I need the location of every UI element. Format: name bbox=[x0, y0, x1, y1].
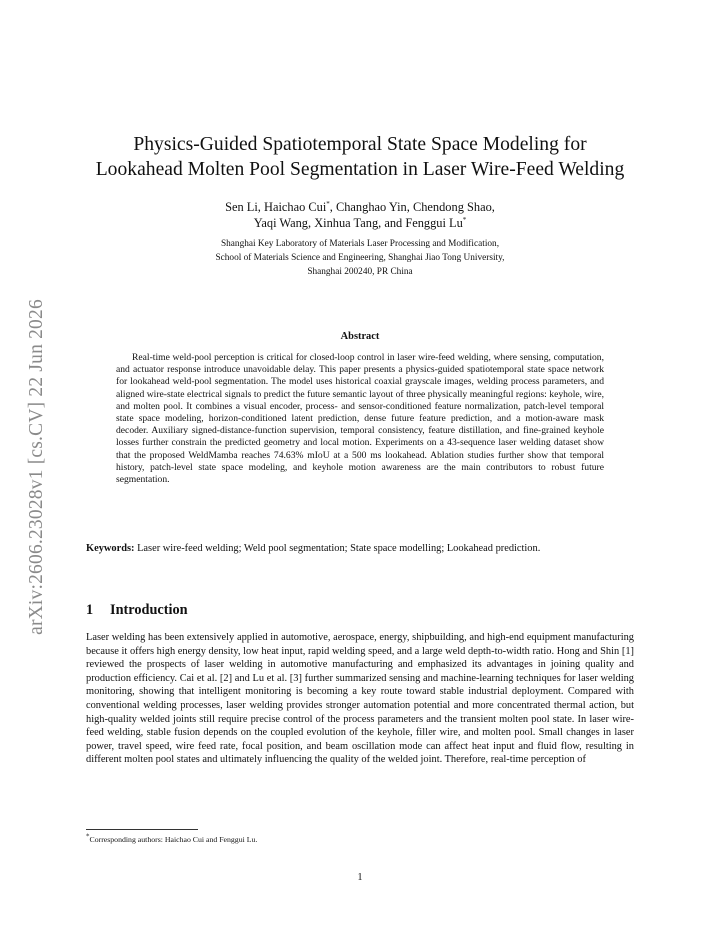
authors-text: , Changhao Yin, Chendong Shao, bbox=[329, 200, 495, 214]
affiliation-line-3: Shanghai 200240, PR China bbox=[307, 267, 413, 277]
authors-text: Yaqi Wang, Xinhua Tang, and Fenggui Lu bbox=[253, 216, 463, 230]
section-heading bbox=[86, 600, 486, 620]
authors-line-2 bbox=[100, 215, 620, 231]
section-number: 1 bbox=[86, 602, 94, 618]
paper-title bbox=[60, 132, 660, 182]
section-title: Introduction bbox=[110, 602, 188, 618]
corresponding-mark: * bbox=[462, 215, 467, 224]
affiliation-line-1: Shanghai Key Laboratory of Materials Laser Processing and Modification, bbox=[220, 239, 500, 249]
footnote-rule bbox=[86, 829, 198, 830]
introduction-body: Laser welding has been extensively applied in automotive, aerospace, energy, shipbuilding, and high-end equipment manufacturing because it offers high energy density, low heat input, rapid welding speed, and a large weld depth-to-width ratio. Hong and Shin [1] reviewed the prospects of laser welding in automotive manufacturing and emphasized its advantages in joining quality and production efficiency. Cai et al. [2] and Lu et al. [3] further summarized sensing and machine-learning techniques for laser welding monitoring, showing that intelligent monitoring is becoming a key route toward stable industrial deployment. Compared with conventional welding processes, laser welding provides stronger automation potential and more concentrated thermal action, but high-quality welded joints still require precise control of the process parameters and the transient molten pool state. In laser wire-feed welding, stable fusion depends on the coupled evolution of the keyhole, filler wire, and molten pool. Small changes in laser power, travel speed, wire feed rate, focal position, and beam oscillation mode can affect heat input and fluid flow, resulting in different molten pool states and ultimately influencing the quality of the welded joint. Therefore, real-time perception of bbox=[86, 632, 634, 766]
affiliation bbox=[100, 237, 620, 279]
authors-line-1 bbox=[100, 199, 620, 215]
footnote-text: Corresponding authors: Haichao Cui and Fenggui Lu. bbox=[89, 835, 258, 844]
abstract-heading: Abstract bbox=[340, 331, 380, 342]
author-list bbox=[100, 199, 620, 231]
footnote bbox=[86, 834, 486, 845]
title-line-1: Physics-Guided Spatiotemporal State Space Modeling for bbox=[133, 134, 587, 155]
authors-text: Sen Li, Haichao Cui bbox=[225, 200, 327, 214]
affiliation-line-2: School of Materials Science and Engineering, Shanghai Jiao Tong University, bbox=[215, 253, 505, 263]
keywords-label: Keywords: bbox=[86, 543, 135, 554]
title-line-2: Lookahead Molten Pool Segmentation in Laser Wire-Feed Welding bbox=[95, 159, 625, 180]
page-number: 1 bbox=[357, 872, 363, 883]
arxiv-id: arXiv:2606.23028v1 [cs.CV] 22 Jun 2026 bbox=[26, 299, 48, 635]
arxiv-watermark bbox=[24, 263, 50, 671]
keywords-text: Laser wire-feed welding; Weld pool segmentation; State space modelling; Lookahead prediction. bbox=[134, 543, 541, 554]
corresponding-mark: * bbox=[326, 199, 330, 208]
abstract-body: Real-time weld-pool perception is critical for closed-loop control in laser wire-feed welding, where sensing, computation, and actuator response introduce unavoidable delay. This paper presents a physics-guided spatiotemporal state space network for lookahead weld-pool segmentation. The model uses historical coaxial grayscale images, welding process parameters, and aligned wire-state electrical signals to predict the future semantic layout of three physically meaningful regions: keyhole, wire, and molten pool. It combines a visual encoder, process- and sensor-conditioned feature normalization, patch-level temporal state space modeling, horizon-conditioned latent prediction, dense future feature prediction, and a motion-aware mask decoder. Auxiliary signed-distance-function supervision, temporal consistency, feature distillation, and fine-grained keyhole losses further constrain the predicted geometry and local motion. Experiments on a 43-sequence laser welding dataset show that the proposed WeldMamba reaches 74.63% mIoU at a 500 ms lookahead. Ablation studies further show that temporal history, patch-level state space modeling, and keyhole motion awareness are the main contributors to robust future segmentation. bbox=[116, 352, 604, 486]
footnote-mark: * bbox=[86, 832, 90, 841]
keywords bbox=[86, 542, 646, 556]
